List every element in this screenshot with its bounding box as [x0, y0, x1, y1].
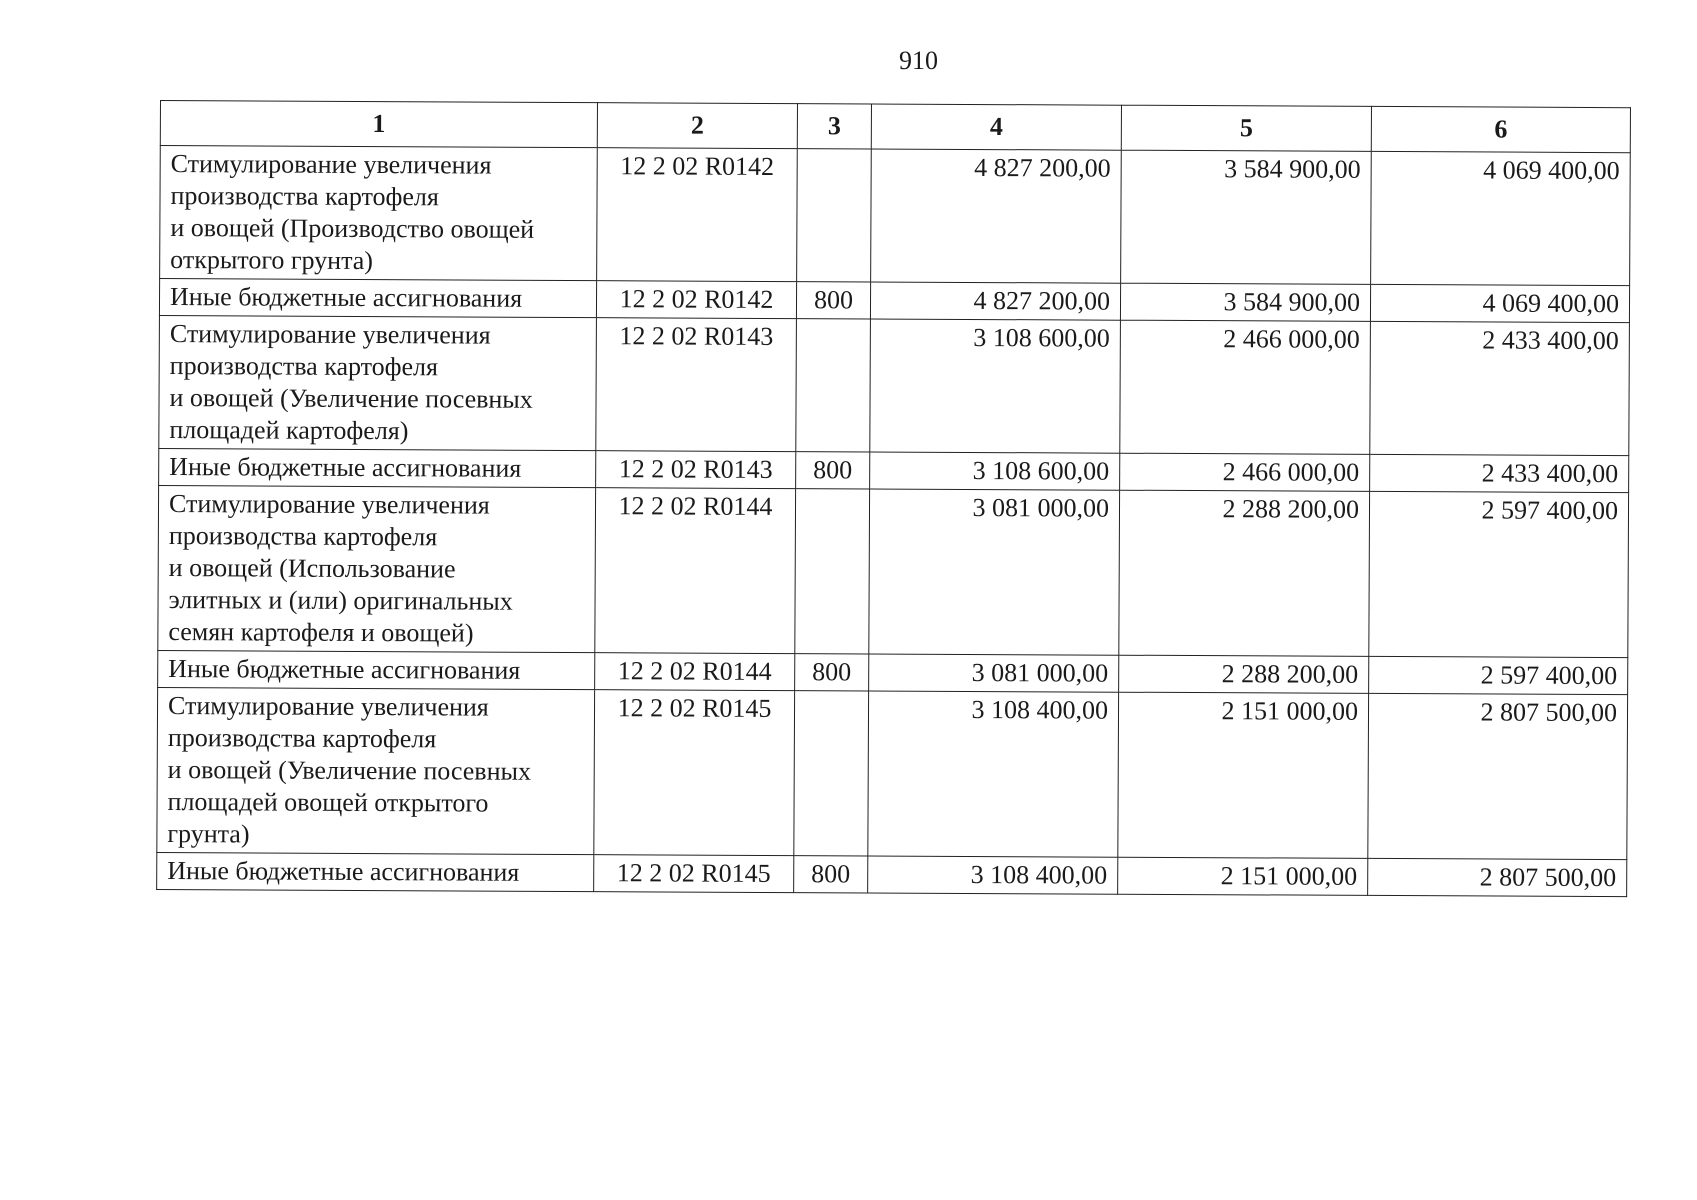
- name-line: производства картофеля: [170, 181, 439, 212]
- cell-value-col5: 2 151 000,00: [1118, 857, 1368, 895]
- header-row: [160, 101, 1630, 153]
- cell-value-col5: 3 584 900,00: [1120, 283, 1370, 321]
- name-line: и овощей (Использование: [168, 553, 456, 584]
- cell-value-col5: 2 466 000,00: [1120, 453, 1370, 491]
- name-line: производства картофеля: [169, 351, 439, 382]
- cell-expense-type: [796, 319, 871, 452]
- cell-code: 12 2 02 R0144: [595, 488, 796, 654]
- page-number: 910: [899, 46, 938, 75]
- cell-value-col6: 4 069 400,00: [1371, 151, 1631, 285]
- column-header-6: 6: [1371, 106, 1630, 152]
- cell-value-col4: 4 827 200,00: [870, 282, 1120, 320]
- cell-expense-type: 800: [796, 282, 870, 319]
- cell-code: 12 2 02 R0145: [594, 855, 794, 893]
- table-row: [157, 687, 1628, 859]
- cell-name: [159, 279, 596, 318]
- cell-expense-type: 800: [794, 856, 868, 893]
- name-line: производства картофеля: [168, 521, 438, 552]
- cell-value-col6: 2 597 400,00: [1369, 656, 1628, 694]
- name-line: элитных и (или) оригинальных: [168, 585, 513, 616]
- cell-code: 12 2 02 R0143: [596, 318, 797, 452]
- cell-value-col5: 2 466 000,00: [1120, 320, 1371, 454]
- column-header-4: 4: [871, 104, 1121, 150]
- cell-value-col6: 2 807 500,00: [1368, 693, 1628, 859]
- cell-code: 12 2 02 R0145: [594, 690, 795, 856]
- column-header-5: 5: [1121, 105, 1371, 151]
- cell-value-col6: 2 807 500,00: [1368, 858, 1627, 896]
- cell-value-col6: 2 597 400,00: [1369, 491, 1629, 657]
- name-line: площадей овощей открытого: [167, 787, 489, 818]
- budget-table: [156, 100, 1631, 897]
- cell-name: [159, 315, 597, 450]
- cell-value-col6: 4 069 400,00: [1370, 284, 1629, 322]
- cell-expense-type: 800: [795, 654, 869, 691]
- name-line: и овощей (Производство овощей: [170, 213, 535, 244]
- table-row: [158, 485, 1629, 657]
- cell-value-col4: 3 108 600,00: [870, 452, 1120, 490]
- name-line: производства картофеля: [167, 723, 437, 754]
- cell-name: [157, 852, 594, 891]
- name-line: семян картофеля и овощей): [168, 617, 474, 648]
- column-header-3: 3: [797, 104, 871, 149]
- cell-name: [158, 485, 596, 652]
- name-line: Стимулирование увеличения: [167, 691, 489, 722]
- cell-expense-type: [797, 149, 872, 282]
- cell-value-col4: 4 827 200,00: [871, 149, 1122, 283]
- name-line: Стимулирование увеличения: [168, 489, 490, 520]
- column-header-1: 1: [160, 101, 597, 148]
- table-header: [160, 101, 1630, 153]
- cell-expense-type: [795, 489, 870, 654]
- name-line: площадей картофеля): [169, 415, 409, 446]
- cell-value-col4: 3 108 400,00: [868, 856, 1118, 894]
- cell-value-col5: 2 151 000,00: [1118, 692, 1369, 858]
- cell-code: 12 2 02 R0144: [595, 653, 795, 691]
- cell-value-col4: 3 108 600,00: [870, 319, 1121, 453]
- cell-value-col4: 3 108 400,00: [868, 691, 1119, 857]
- cell-value-col6: 2 433 400,00: [1370, 321, 1630, 455]
- name-line: грунта): [167, 819, 250, 849]
- name-line: Иные бюджетные ассигнования: [168, 654, 521, 685]
- name-line: Иные бюджетные ассигнования: [169, 452, 522, 483]
- table-row: [160, 146, 1631, 286]
- cell-expense-type: 800: [796, 452, 870, 489]
- cell-value-col4: 3 081 000,00: [869, 489, 1120, 655]
- column-header-2: 2: [597, 103, 797, 149]
- cell-value-col5: 2 288 200,00: [1119, 655, 1369, 693]
- name-line: и овощей (Увеличение посевных: [169, 383, 533, 414]
- name-line: Стимулирование увеличения: [169, 319, 491, 350]
- cell-value-col5: 3 584 900,00: [1121, 150, 1372, 284]
- table-body: [157, 146, 1631, 897]
- cell-code: 12 2 02 R0142: [596, 281, 796, 319]
- cell-value-col4: 3 081 000,00: [869, 654, 1119, 692]
- cell-name: [158, 650, 595, 689]
- table-row: [157, 852, 1627, 896]
- name-line: открытого грунта): [170, 245, 374, 276]
- cell-value-col6: 2 433 400,00: [1370, 454, 1629, 492]
- name-line: Стимулирование увеличения: [170, 149, 492, 180]
- cell-expense-type: [794, 691, 869, 856]
- name-line: Иные бюджетные ассигнования: [169, 282, 523, 313]
- cell-name: [160, 146, 598, 281]
- cell-value-col5: 2 288 200,00: [1119, 490, 1370, 656]
- cell-code: 12 2 02 R0142: [597, 148, 798, 282]
- name-line: и овощей (Увеличение посевных: [167, 755, 532, 786]
- name-line: Иные бюджетные ассигнования: [167, 856, 520, 887]
- table-row: [159, 315, 1630, 455]
- cell-name: [157, 687, 595, 854]
- cell-code: 12 2 02 R0143: [596, 451, 796, 489]
- cell-name: [159, 448, 596, 487]
